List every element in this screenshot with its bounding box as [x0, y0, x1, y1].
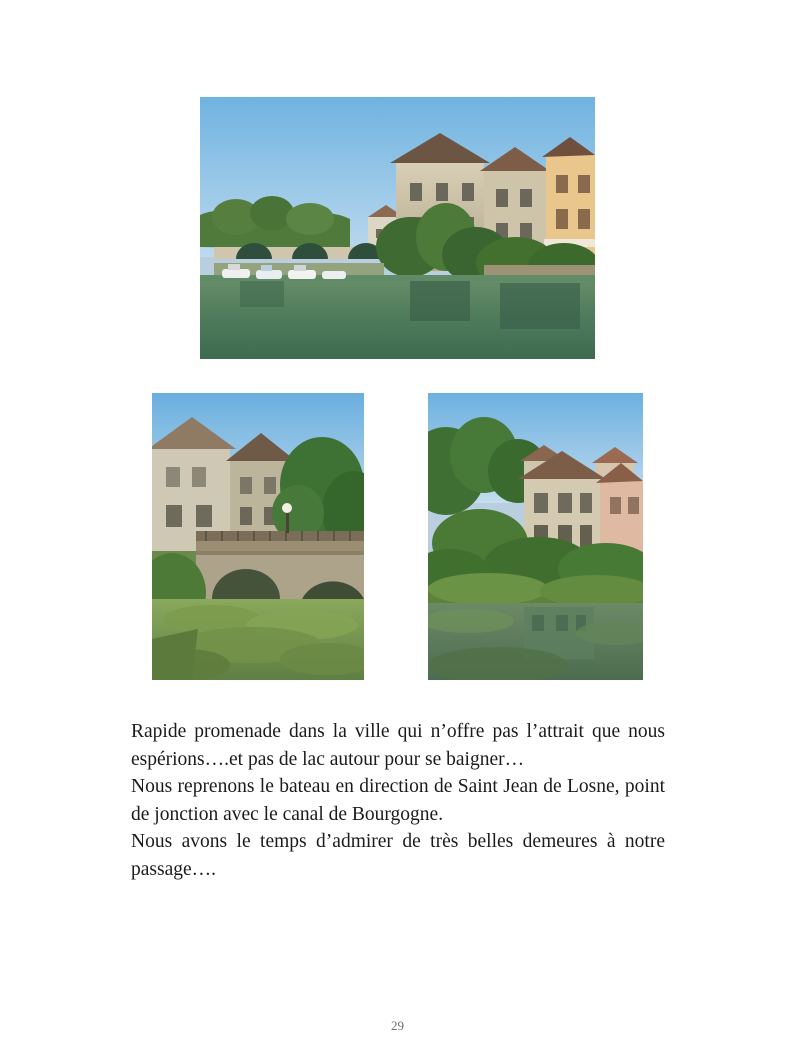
- paragraph-1: Rapide promenade dans la ville qui n’offre pas l’attrait que nous espérions….et pas de lac autour pour se baigner…: [131, 721, 665, 770]
- page-number: 29: [391, 1018, 404, 1033]
- photo-stone-bridge-arches: [152, 393, 364, 680]
- paragraph-2: Nous reprenons le bateau en direction de Saint Jean de Losne, point de jonction avec le canal de Bourgogne.: [131, 776, 665, 825]
- body-text: [131, 718, 665, 883]
- photo-stone-bridge-arches-graphic: [152, 393, 364, 680]
- photo-riverside-houses: [428, 393, 643, 680]
- photo-riverside-houses-graphic: [428, 393, 643, 680]
- paragraph-3: Nous avons le temps d’admirer de très belles demeures à notre passage….: [131, 831, 665, 880]
- photo-river-village-bridge-graphic: [200, 97, 595, 359]
- photo-river-village-bridge: [200, 97, 595, 359]
